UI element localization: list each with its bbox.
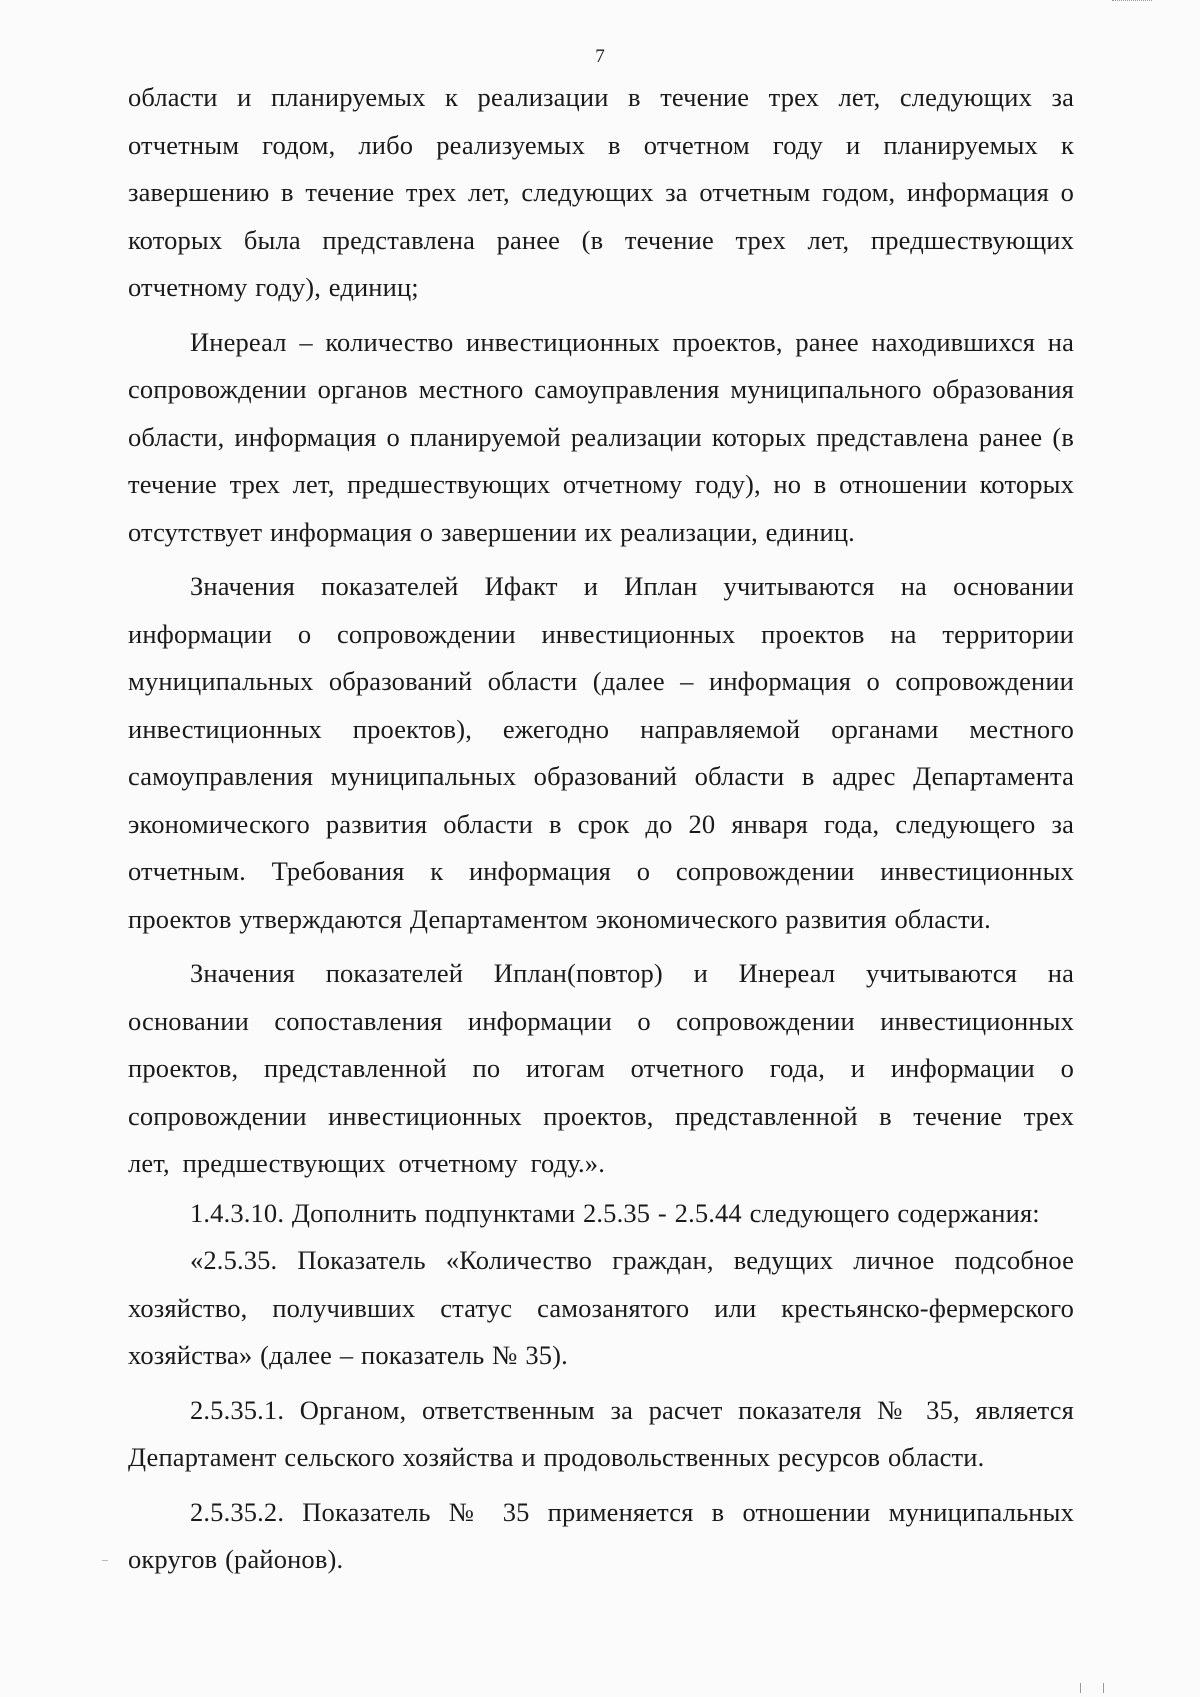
paragraph-indicator-2-5-35: «2.5.35. Показатель «Количество граждан, ведущих личное подсобное хозяйство, получивших статус самозанятого или крестьянско-фермерского хозяйства» (далее – показатель № 35). <box>128 1245 1074 1370</box>
paragraph-inereal-definition: Инереал – количество инвестиционных проектов, ранее находившихся на сопровождении органов местного самоуправления муниципального образования области, информация о планируемой реализации которых представлена ранее (в течение трех лет, предшествующих отчетному году), но в отношении которых отсутствует информация о завершении их реализации, единиц. <box>128 326 1074 547</box>
page-number: 7 <box>595 46 605 67</box>
paragraph-iplan-repeat-values: Значения показателей Иплан(повтор) и Инереал учитываются на основании сопоставления информации о сопровождении инвестиционных проектов, представленной по итогам отчетного года, и информации о сопровождении инвестиционных проектов, представленной в течение трех лет, предшествующих отчетному году.». <box>128 958 1074 1178</box>
paragraph-indicator-2-5-35-1: 2.5.35.1. Органом, ответственным за расчет показателя № 35, является Департамент сельского хозяйства и продовольственных ресурсов области. <box>128 1394 1074 1472</box>
paragraph-indicator-2-5-35-2: 2.5.35.2. Показатель № 35 применяется в отношении муниципальных округов (районов). <box>128 1496 1074 1574</box>
paragraph-amendment-1-4-3-10: 1.4.3.10. Дополнить подпунктами 2.5.35 - 2.5.44 следующего содержания: <box>190 1197 1040 1228</box>
scan-margin-mark <box>102 1560 108 1561</box>
document-body <box>128 74 1074 1584</box>
scan-mark-top <box>1112 0 1152 4</box>
paragraph-ifakt-iplan-values: Значения показателей Ифакт и Иплан учитываются на основании информации о сопровождении инвестиционных проектов на территории муниципальных образований области (далее – информация о сопровождении инвестиционных проектов), ежегодно направляемой органами местного самоуправления муниципальных образований области в адрес Департамента экономического развития области в срок до 20 января года, следующего за отчетным. Требования к информация о сопровождении инвестиционных проектов утверждаются Департаментом экономического развития области. <box>128 571 1074 934</box>
paragraph-continuation: области и планируемых к реализации в течение трех лет, следующих за отчетным годом, либо реализуемых в отчетном году и планируемых к завершению в течение трех лет, следующих за отчетным годом, информация о которых была представлена ранее (в течение трех лет, предшествующих отчетному году), единиц; <box>128 82 1074 302</box>
scan-mark-bottom <box>1080 1683 1104 1693</box>
